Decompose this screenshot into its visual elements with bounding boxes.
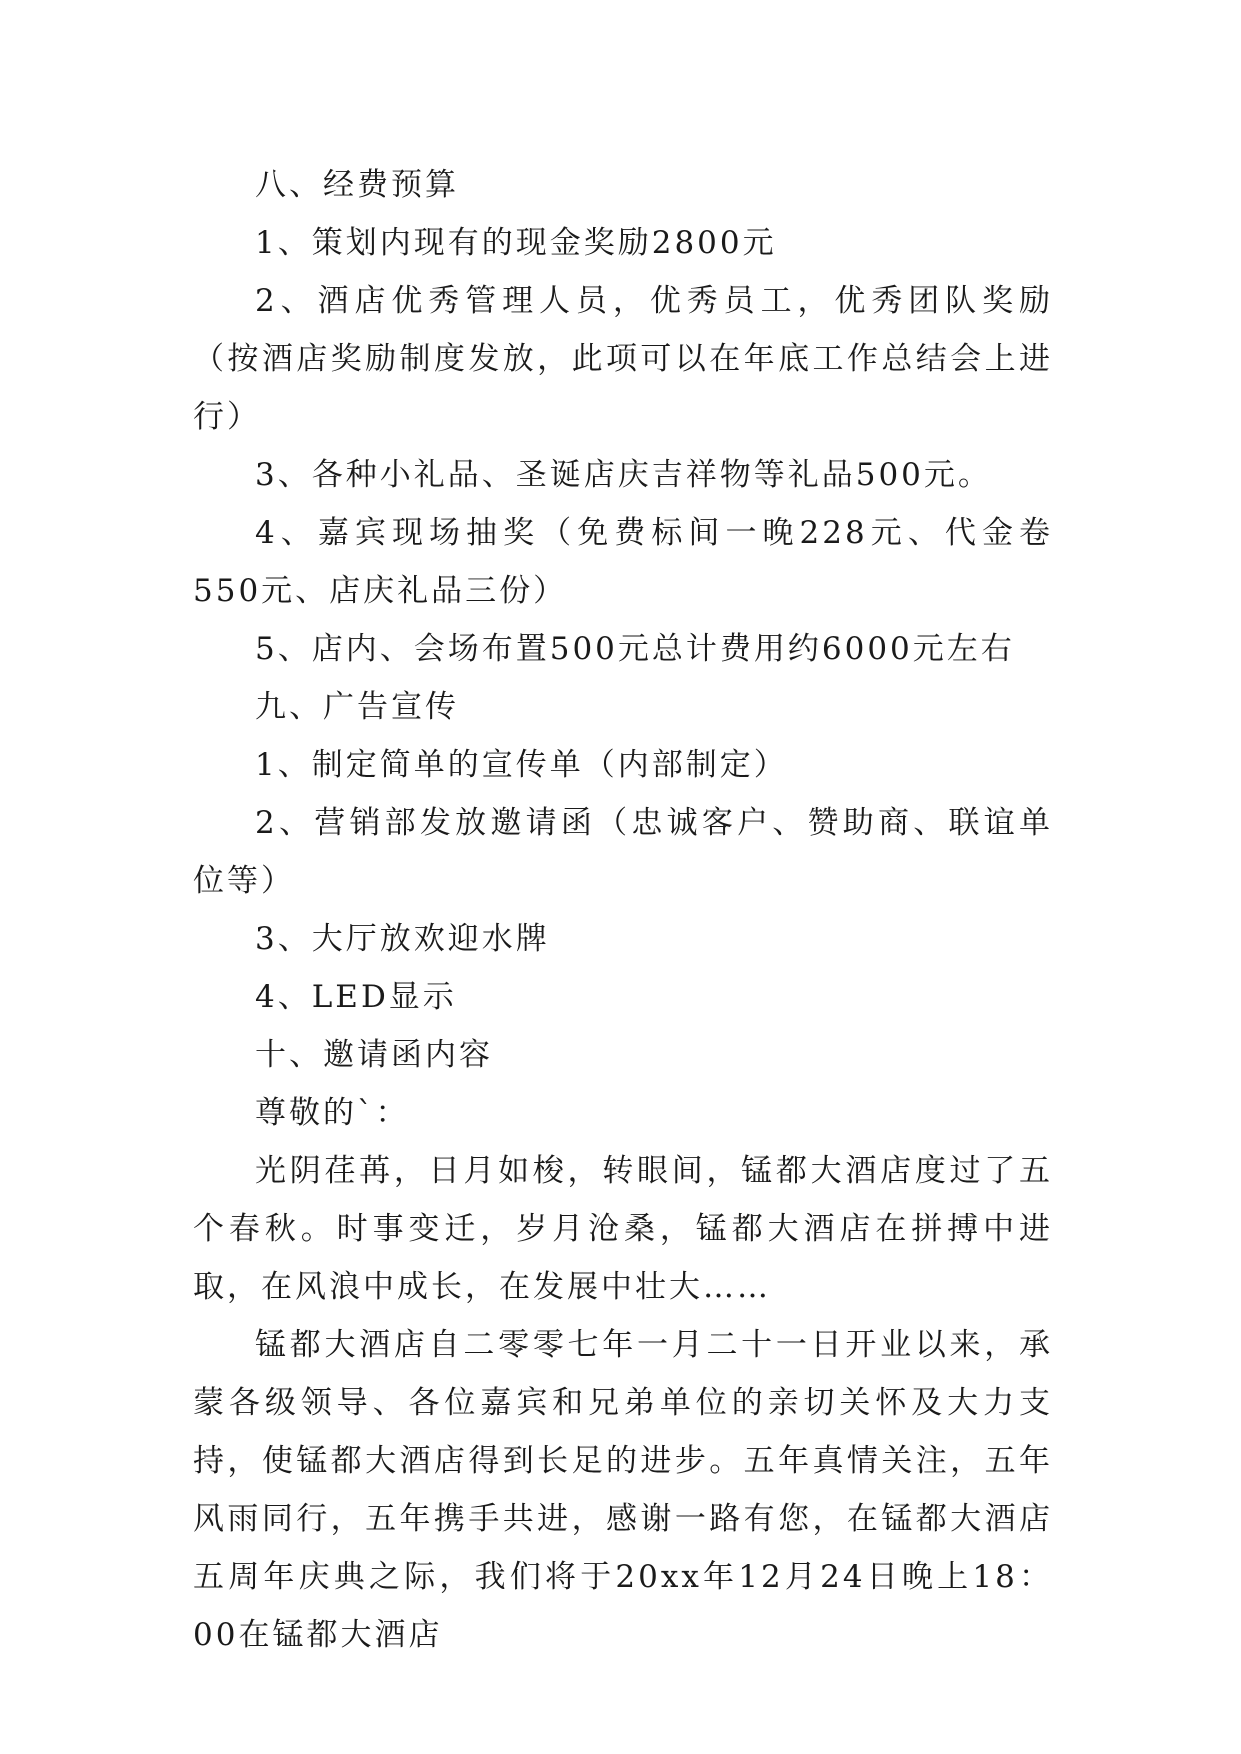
invitation-salutation: 尊敬的`： bbox=[255, 1095, 410, 1131]
advertising-item-1: 1、制定简单的宣传单（内部制定） bbox=[255, 747, 788, 783]
heading-budget: 八、经费预算 bbox=[255, 167, 459, 203]
invitation-paragraph-1: 光阴荏苒，日月如梭，转眼间，锰都大酒店度过了五个春秋。时事变迁，岁月沧桑，锰都大酒店在拼搏中进取，在风浪中成长，在发展中壮大…… bbox=[193, 1153, 1053, 1305]
budget-item-3: 3、各种小礼品、圣诞店庆吉祥物等礼品500元。 bbox=[255, 457, 992, 493]
advertising-item-3: 3、大厅放欢迎水牌 bbox=[255, 921, 550, 957]
budget-item-4: 4、嘉宾现场抽奖（免费标间一晚228元、代金卷550元、店庆礼品三份） bbox=[193, 515, 1053, 609]
heading-invitation: 十、邀请函内容 bbox=[255, 1037, 493, 1073]
document-body bbox=[193, 156, 1053, 1664]
heading-advertising: 九、广告宣传 bbox=[255, 689, 459, 725]
budget-item-2: 2、酒店优秀管理人员，优秀员工，优秀团队奖励（按酒店奖励制度发放，此项可以在年底工作总结会上进行） bbox=[193, 283, 1053, 435]
budget-item-1: 1、策划内现有的现金奖励2800元 bbox=[255, 225, 777, 261]
advertising-item-2: 2、营销部发放邀请函（忠诚客户、赞助商、联谊单位等） bbox=[193, 805, 1053, 899]
invitation-paragraph-2: 锰都大酒店自二零零七年一月二十一日开业以来，承蒙各级领导、各位嘉宾和兄弟单位的亲切关怀及大力支持，使锰都大酒店得到长足的进步。五年真情关注，五年风雨同行，五年携手共进，感谢一路有您，在锰都大酒店五周年庆典之际，我们将于20xx年12月24日晚上18：00在锰都大酒店 bbox=[193, 1327, 1053, 1653]
advertising-item-4: 4、LED显示 bbox=[255, 979, 457, 1015]
budget-item-5: 5、店内、会场布置500元总计费用约6000元左右 bbox=[255, 631, 1015, 667]
